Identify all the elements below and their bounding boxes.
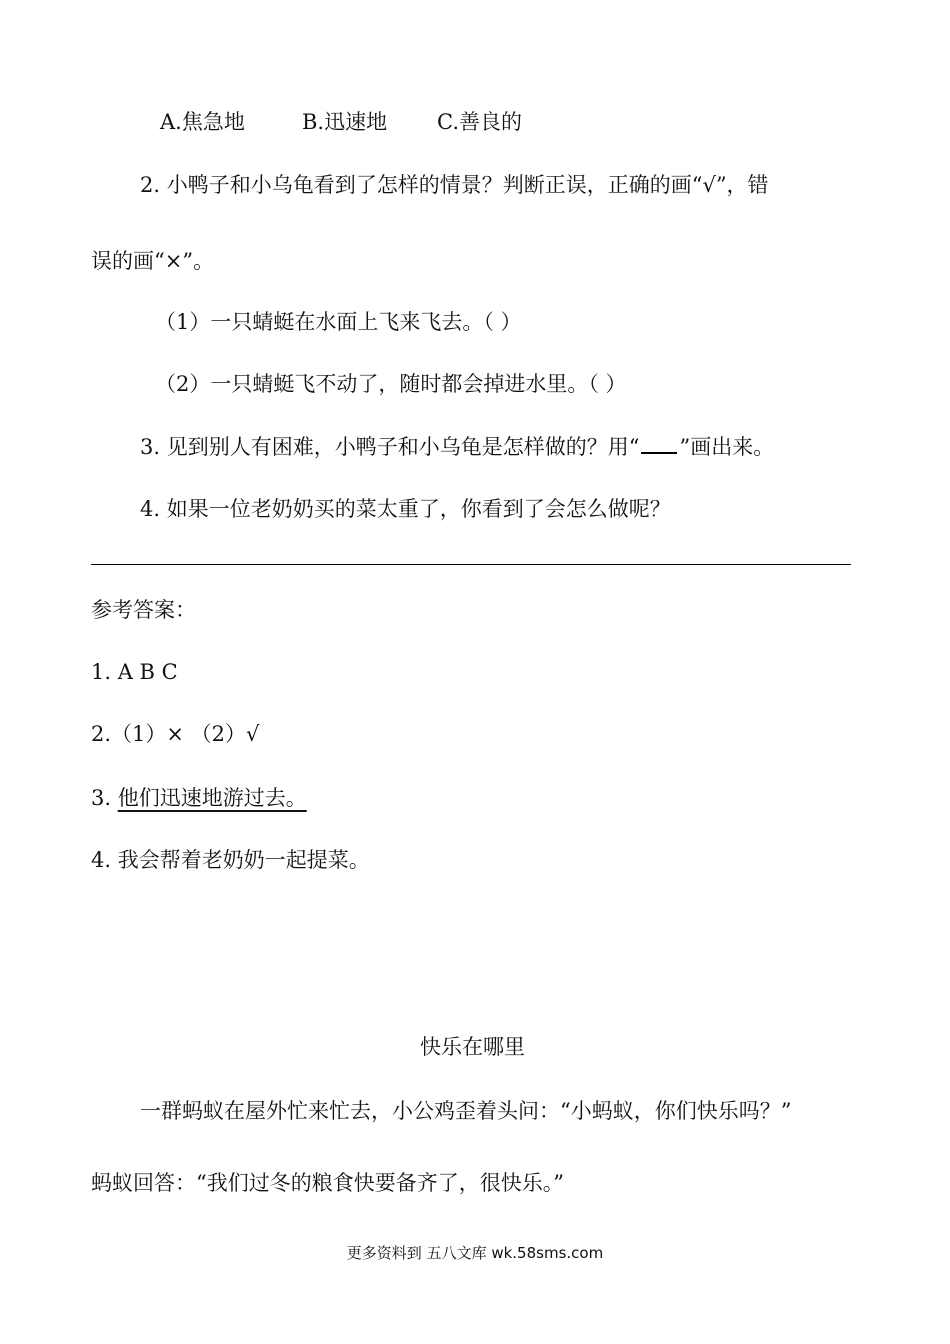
question-2-item-1: （1）一只蜻蜓在水面上飞来飞去。（ ） — [155, 310, 522, 334]
question-3-suffix: ”画出来。 — [679, 435, 775, 459]
story-paragraph-1: 一群蚂蚁在屋外忙来忙去，小公鸡歪着头问：“小蚂蚁，你们快乐吗？” — [140, 1099, 792, 1123]
answer-3 — [91, 783, 307, 813]
answer-1: 1. A B C — [91, 660, 178, 684]
story-title: 快乐在哪里 — [420, 1035, 525, 1059]
question-2-line-2: 误的画“×”。 — [91, 249, 215, 273]
answer-3-underlined-text: 他们迅速地游过去。 — [117, 786, 307, 810]
answer-3-number: 3. — [91, 786, 118, 810]
option-b: B.迅速地 — [302, 110, 388, 134]
question-4: 4. 如果一位老奶奶买的菜太重了，你看到了会怎么做呢？ — [140, 497, 671, 521]
answer-options-row — [0, 107, 950, 137]
section-divider — [91, 564, 851, 565]
question-2-item-2: （2）一只蜻蜓飞不动了，随时都会掉进水里。（ ） — [155, 372, 627, 396]
answers-heading: 参考答案： — [91, 598, 196, 622]
story-paragraph-2: 蚂蚁回答：“我们过冬的粮食快要备齐了，很快乐。” — [91, 1171, 564, 1195]
answer-2: 2.（1）× （2）√ — [91, 722, 260, 746]
option-c: C.善良的 — [437, 110, 522, 134]
option-a: A.焦急地 — [160, 110, 245, 134]
answer-4: 4. 我会帮着老奶奶一起提菜。 — [91, 848, 370, 872]
question-2-line-1: 2. 小鸭子和小乌龟看到了怎样的情景？判断正误，正确的画“√”，错 — [140, 173, 769, 197]
underline-blank — [641, 434, 677, 454]
footer-watermark: 更多资料到 五八文库 wk.58sms.com — [346, 1244, 604, 1262]
question-3-prefix: 3. 见到别人有困难，小鸭子和小乌龟是怎样做的？用“ — [140, 435, 640, 459]
question-3 — [140, 432, 774, 462]
